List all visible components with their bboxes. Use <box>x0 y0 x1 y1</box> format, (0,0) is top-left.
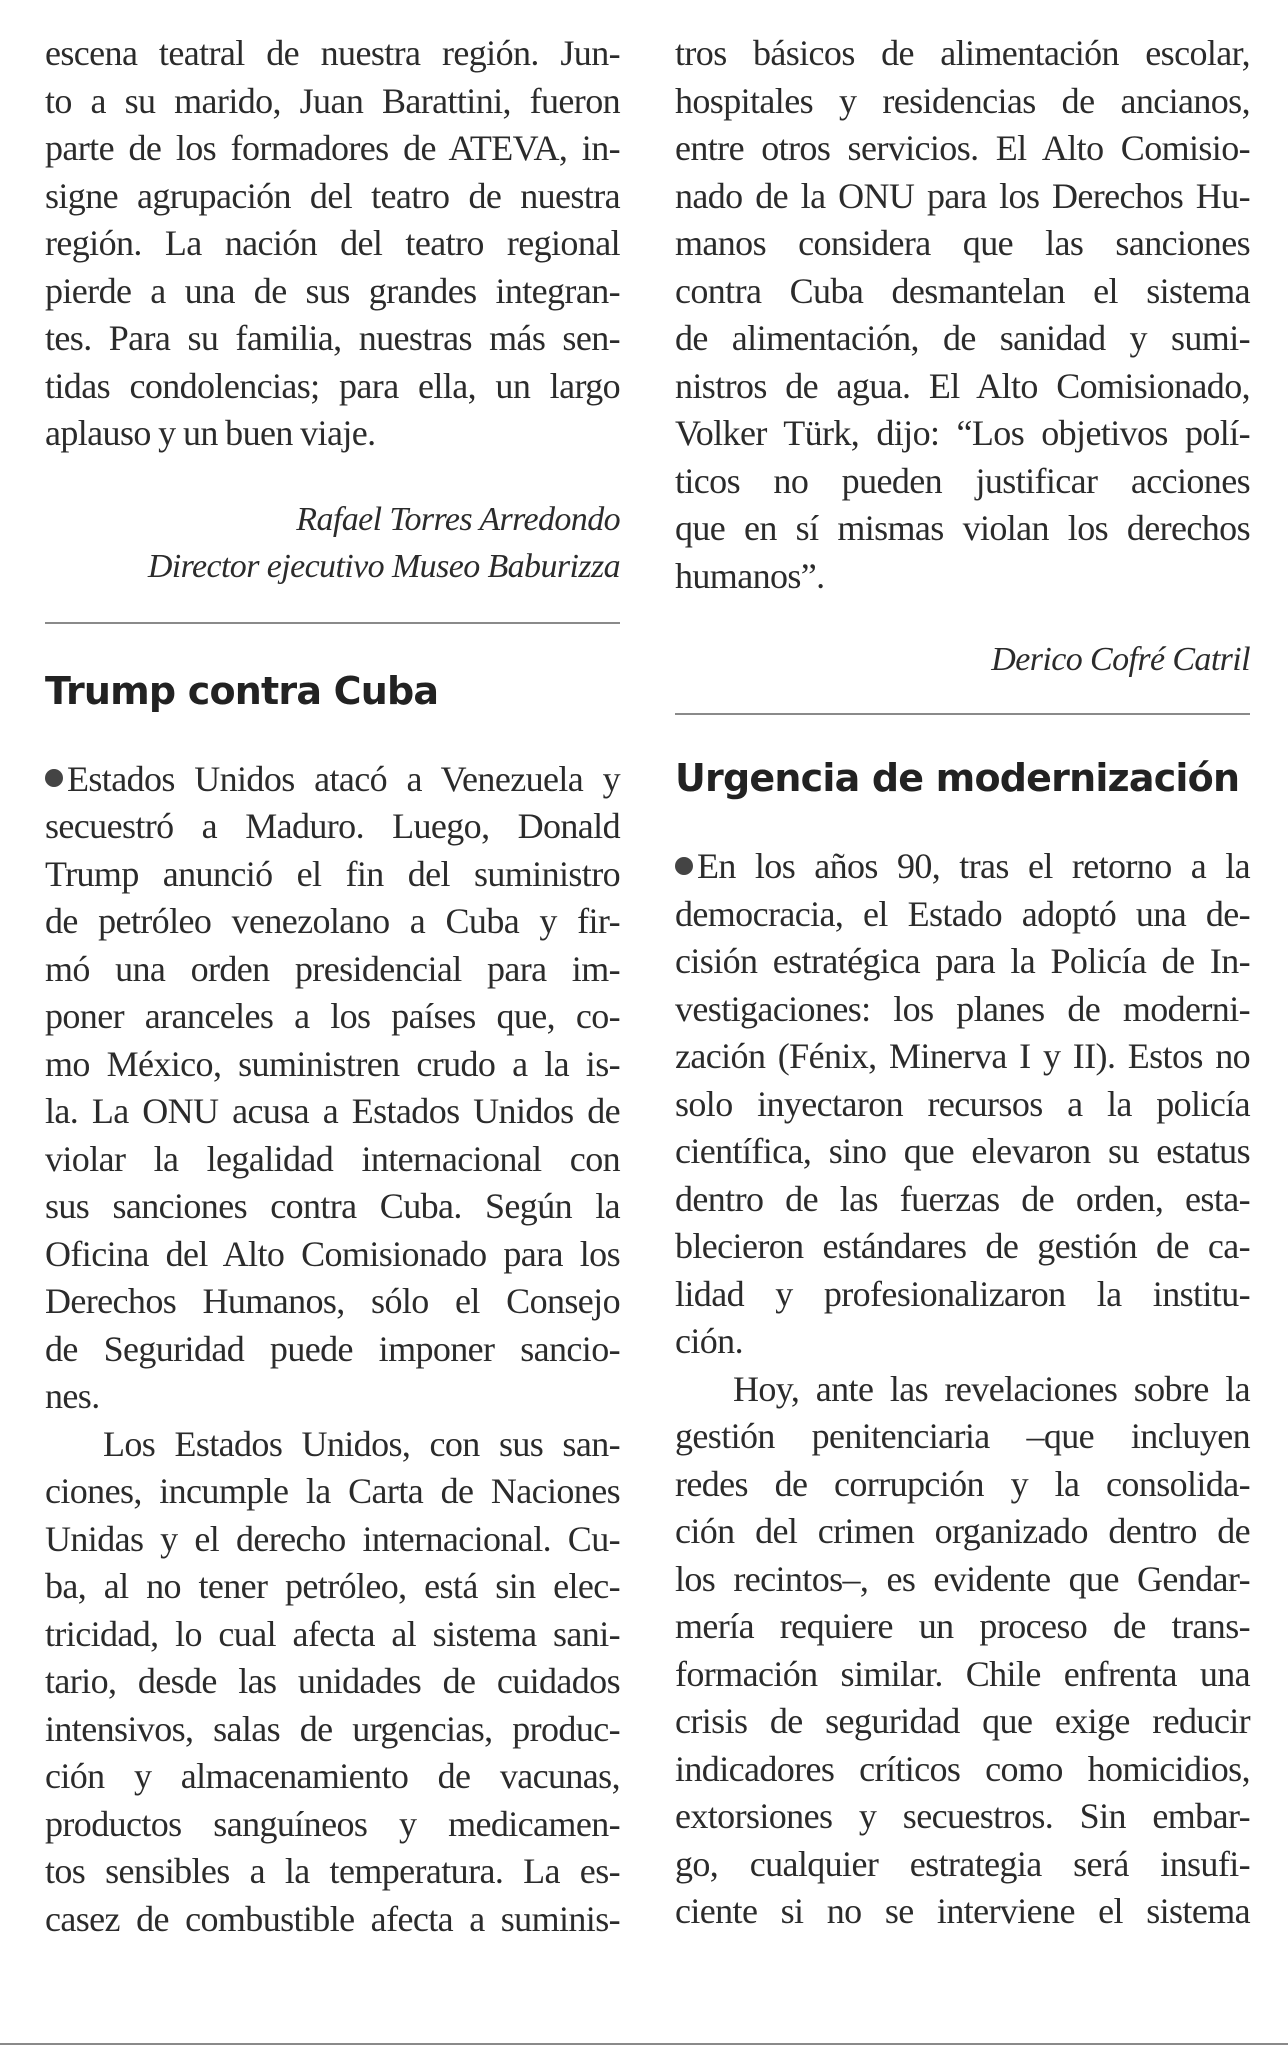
text-line: democracia, el Estado adoptó una de- <box>675 893 1250 934</box>
text-line: go, cualquier estrategia será insufi- <box>675 1843 1250 1884</box>
text-line: ciones, incumple la Carta de Naciones <box>45 1471 620 1511</box>
text-line: que en sí mismas violan los derechos <box>675 508 1250 548</box>
intro-paragraph <box>45 30 620 458</box>
text-line: ticos no pueden justificar acciones <box>675 460 1250 501</box>
text-line: gestión penitenciaria –que incluyen <box>675 1416 1250 1456</box>
text-line: casez de combustible afecta a suminis- <box>45 1898 620 1939</box>
article-headline: Trump contra Cuba <box>45 668 439 713</box>
text-line: to a su marido, Juan Barattini, fueron <box>45 80 620 121</box>
text-line <box>45 756 620 804</box>
text-line: ciente si no se interviene el sistema <box>675 1891 1250 1931</box>
text-line: crisis de seguridad que exige reducir <box>675 1701 1250 1741</box>
text-line: la. La ONU acusa a Estados Unidos de <box>45 1091 620 1131</box>
text-line: ción. <box>675 1321 743 1361</box>
text-line: ba, al no tener petróleo, está sin elec- <box>45 1566 620 1606</box>
text-line: Oficina del Alto Comisionado para los <box>45 1233 620 1274</box>
text-line: los recintos–, es evidente que Gendar- <box>675 1558 1250 1599</box>
text-line: región. La nación del teatro regional <box>45 223 620 263</box>
text-line: científica, sino que elevaron su estatus <box>675 1131 1250 1171</box>
text-line: Volker Türk, dijo: “Los objetivos polí- <box>675 413 1250 453</box>
signature-title: Director ejecutivo Museo Baburizza <box>147 547 620 585</box>
text-line: productos sanguíneos y medicamen- <box>45 1803 620 1844</box>
text-line: lidad y profesionalizaron la institu- <box>675 1273 1250 1314</box>
text-line: secuestró a Maduro. Luego, Donald <box>45 806 620 846</box>
article-paragraph-2 <box>675 1366 1250 1936</box>
text-line: signe agrupación del teatro de nuestra <box>45 175 620 216</box>
text-line: solo inyectaron recursos a la policía <box>675 1083 1250 1124</box>
text-line: cisión estratégica para la Policía de In- <box>675 941 1250 981</box>
text-line: ción y almacenamiento de vacunas, <box>45 1756 620 1796</box>
text-line: pierde a una de sus grandes integran- <box>45 270 620 311</box>
text-line: tario, desde las unidades de cuidados <box>45 1661 620 1701</box>
text-line: indicadores críticos como homicidios, <box>675 1748 1250 1789</box>
text-line-content: En los años 90, tras el retorno a la <box>697 846 1250 886</box>
text-line: nado de la ONU para los Derechos Hu- <box>675 175 1250 216</box>
text-line: contra Cuba desmantelan el sistema <box>675 270 1250 311</box>
text-line: humanos”. <box>675 555 825 596</box>
text-line: blecieron estándares de gestión de ca- <box>675 1226 1250 1266</box>
text-line: tidas condolencias; para ella, un largo <box>45 365 620 406</box>
text-line: tros básicos de alimentación escolar, <box>675 33 1250 73</box>
text-line: mería requiere un proceso de trans- <box>675 1606 1250 1646</box>
text-line: zación (Fénix, Minerva I y II). Estos no <box>675 1036 1250 1076</box>
text-line: aplauso y un buen viaje. <box>45 413 376 453</box>
text-line: mó una orden presidencial para im- <box>45 948 620 989</box>
text-line: Trump anunció el fin del suministro <box>45 853 620 894</box>
bullet-icon <box>45 769 63 787</box>
text-line: Derechos Humanos, sólo el Consejo <box>45 1281 620 1321</box>
text-line: Unidas y el derecho internacional. Cu- <box>45 1518 620 1559</box>
text-line: de Seguridad puede imponer sancio- <box>45 1328 620 1369</box>
bullet-icon <box>675 857 693 875</box>
text-line: entre otros servicios. El Alto Comisio- <box>675 128 1250 168</box>
text-line: escena teatral de nuestra región. Jun- <box>45 33 620 73</box>
text-line: intensivos, salas de urgencias, produc- <box>45 1708 620 1749</box>
article-paragraph-1 <box>675 843 1250 1366</box>
article-paragraph-1 <box>45 756 620 1421</box>
signature-name: Rafael Torres Arredondo <box>296 500 620 538</box>
text-line: poner aranceles a los países que, co- <box>45 996 620 1036</box>
left-column <box>45 30 620 1943</box>
article-paragraph-2 <box>45 1421 620 1944</box>
text-line: violar la legalidad internacional con <box>45 1138 620 1179</box>
continuation-paragraph <box>675 30 1250 600</box>
text-line: Hoy, ante las revelaciones sobre la <box>733 1368 1250 1409</box>
text-line: dentro de las fuerzas de orden, esta- <box>675 1178 1250 1219</box>
text-line: de petróleo venezolano a Cuba y fir- <box>45 901 620 941</box>
text-line-content: Estados Unidos atacó a Venezuela y <box>67 758 620 799</box>
text-line: sus sanciones contra Cuba. Según la <box>45 1186 620 1226</box>
text-line: extorsiones y secuestros. Sin embar- <box>675 1796 1250 1836</box>
text-line: tes. Para su familia, nuestras más sen- <box>45 318 620 358</box>
text-line: formación similar. Chile enfrenta una <box>675 1653 1250 1694</box>
text-line <box>675 843 1250 891</box>
text-line: parte de los formadores de ATEVA, in- <box>45 128 620 168</box>
text-line: tricidad, lo cual afecta al sistema sani- <box>45 1613 620 1654</box>
text-line: hospitales y residencias de ancianos, <box>675 80 1250 121</box>
text-line: mo México, suministren crudo a la is- <box>45 1043 620 1084</box>
page-bottom-rule <box>0 2043 1288 2045</box>
signature-name: Derico Cofré Catril <box>991 641 1250 678</box>
article-headline: Urgencia de modernización <box>675 756 1240 800</box>
text-line: Los Estados Unidos, con sus san- <box>103 1423 620 1464</box>
text-line: de alimentación, de sanidad y sumi- <box>675 318 1250 358</box>
text-line: tos sensibles a la temperatura. La es- <box>45 1851 620 1891</box>
text-line: nes. <box>45 1376 100 1416</box>
text-line: nistros de agua. El Alto Comisionado, <box>675 365 1250 406</box>
text-line: vestigaciones: los planes de moderni- <box>675 988 1250 1029</box>
text-line: redes de corrupción y la consolida- <box>675 1463 1250 1504</box>
text-line: manos considera que las sanciones <box>675 223 1250 263</box>
right-column <box>675 30 1250 1936</box>
text-line: ción del crimen organizado dentro de <box>675 1511 1250 1551</box>
